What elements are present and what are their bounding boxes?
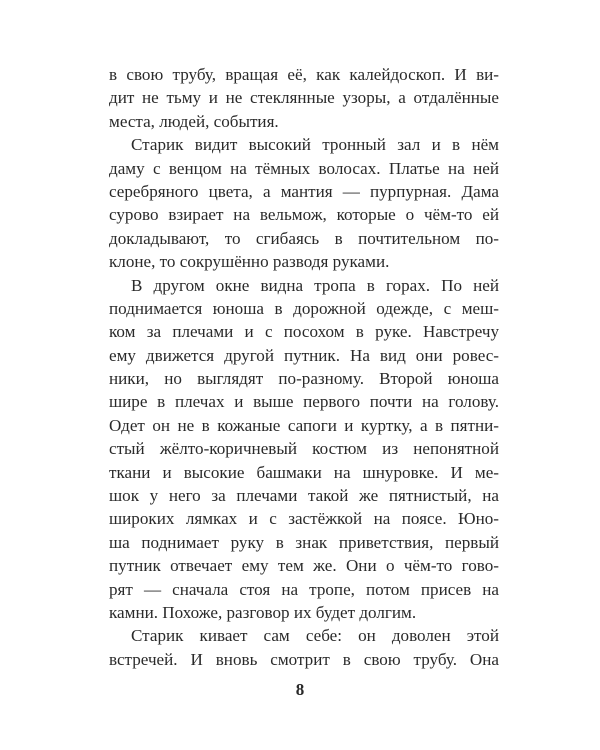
text-line: Старик видит высокий тронный зал и в нём (131, 135, 499, 155)
page-number: 8 (295, 680, 305, 699)
text-line: докладывают, то сгибаясь в почтительном по- (109, 228, 499, 248)
text-line: ники, но выглядят по-разному. Второй юноша (109, 369, 499, 389)
text-line: камни. Похоже, разговор их будет долгим. (109, 602, 417, 622)
text-line: шок у него за плечами такой же пятнистый, на (109, 486, 499, 506)
paragraph (109, 624, 499, 671)
text-line: встречей. И вновь смотрит в свою трубу. Она (109, 649, 499, 669)
paragraph (109, 63, 499, 133)
text-line: Старик кивает сам себе: он доволен этой (131, 626, 499, 646)
text-line: рят — сначала стоя на тропе, потом присев на (109, 579, 499, 599)
text-line: ком за плечами и с посохом в руке. Навстречу (109, 322, 499, 342)
text-line: места, людей, события. (109, 111, 279, 131)
text-line: сурово взирает на вельмож, которые о чём-то ей (109, 205, 499, 225)
text-line: ему движется другой путник. На вид они ровес- (109, 345, 499, 365)
text-line: поднимается юноша в дорожной одежде, с меш- (109, 298, 499, 318)
text-line: ша поднимает руку в знак приветствия, первый (109, 532, 499, 552)
text-line: шире в плечах и выше первого почти на голову. (109, 392, 499, 412)
text-line: стый жёлто-коричневый костюм из непонятной (109, 439, 499, 459)
text-line: клоне, то сокрушённо разводя руками. (109, 252, 390, 272)
paragraph (109, 274, 499, 625)
text-line: Одет он не в кожаные сапоги и куртку, а в пятни- (109, 415, 499, 435)
text-line: ткани и высокие башмаки на шнуровке. И ме- (109, 462, 499, 482)
text-line: серебряного цвета, а мантия — пурпурная. Дама (109, 181, 499, 201)
text-line: широких лямках и с застёжкой на поясе. Юно- (109, 509, 499, 529)
body-text (109, 63, 499, 671)
text-line: в свою трубу, вращая её, как калейдоскоп. И ви- (109, 65, 499, 84)
text-line: дит не тьму и не стеклянные узоры, а отдалённые (109, 88, 499, 108)
text-line: даму с венцом на тёмных волосах. Платье на ней (109, 158, 499, 178)
paragraph (109, 133, 499, 273)
text-line: В другом окне видна тропа в горах. По ней (131, 275, 499, 295)
text-line: путник отвечает ему тем же. Они о чём-то гово- (109, 556, 499, 576)
